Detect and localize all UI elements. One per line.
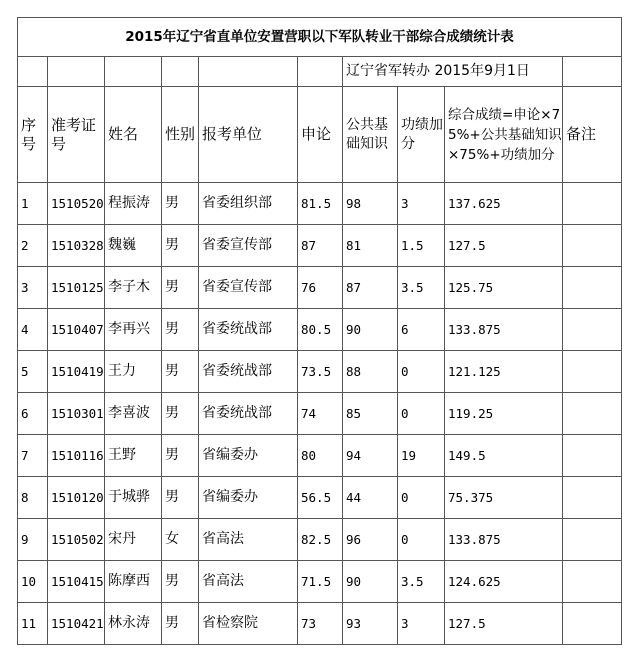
- row-merit-cell: 19: [398, 435, 445, 477]
- row-ticket-cell: 1510419: [48, 351, 105, 393]
- row-unit-cell: 省委宣传部: [199, 225, 298, 267]
- row-public-cell: 90: [343, 561, 398, 603]
- row-seq-cell: 9: [18, 519, 48, 561]
- table-body: [18, 18, 622, 645]
- row-essay-cell: 81.5: [298, 183, 343, 225]
- empty-cell: [199, 57, 298, 87]
- row-name-cell: 李喜波: [105, 393, 162, 435]
- table-row: [18, 267, 622, 309]
- row-seq-cell: 1: [18, 183, 48, 225]
- row-seq-cell: 2: [18, 225, 48, 267]
- row-public-cell: 81: [343, 225, 398, 267]
- empty-cell: [298, 57, 343, 87]
- row-merit-cell: 3: [398, 183, 445, 225]
- row-ticket-cell: 1510415: [48, 561, 105, 603]
- row-seq-cell: 10: [18, 561, 48, 603]
- table-row: [18, 603, 622, 645]
- header-unit: 报考单位: [199, 87, 298, 183]
- row-essay-cell: 82.5: [298, 519, 343, 561]
- row-ticket-cell: 1510328: [48, 225, 105, 267]
- row-merit-cell: 6: [398, 309, 445, 351]
- row-ticket-cell: 1510301: [48, 393, 105, 435]
- empty-cell: [563, 57, 622, 87]
- row-total-cell: 75.375: [445, 477, 563, 519]
- row-merit-cell: 0: [398, 393, 445, 435]
- empty-cell: [162, 57, 199, 87]
- row-ticket-cell: 1510116: [48, 435, 105, 477]
- row-total-cell: 133.875: [445, 519, 563, 561]
- header-row: [18, 87, 622, 183]
- row-seq-cell: 11: [18, 603, 48, 645]
- row-remark-cell: [563, 309, 622, 351]
- row-essay-cell: 71.5: [298, 561, 343, 603]
- row-name-cell: 陈摩西: [105, 561, 162, 603]
- row-public-cell: 85: [343, 393, 398, 435]
- row-ticket-cell: 1510125: [48, 267, 105, 309]
- row-remark-cell: [563, 183, 622, 225]
- row-gender-cell: 男: [162, 603, 199, 645]
- row-gender-cell: 男: [162, 351, 199, 393]
- row-unit-cell: 省委统战部: [199, 309, 298, 351]
- row-total-cell: 137.625: [445, 183, 563, 225]
- row-gender-cell: 男: [162, 561, 199, 603]
- table-title: 2015年辽宁省直单位安置营职以下军队转业干部综合成绩统计表: [18, 18, 622, 57]
- table-row: [18, 477, 622, 519]
- row-remark-cell: [563, 519, 622, 561]
- score-table: [17, 17, 622, 645]
- row-gender-cell: 男: [162, 267, 199, 309]
- row-remark-cell: [563, 477, 622, 519]
- row-name-cell: 魏巍: [105, 225, 162, 267]
- row-remark-cell: [563, 603, 622, 645]
- row-total-cell: 127.5: [445, 603, 563, 645]
- row-unit-cell: 省高法: [199, 519, 298, 561]
- row-total-cell: 133.875: [445, 309, 563, 351]
- row-public-cell: 88: [343, 351, 398, 393]
- row-name-cell: 李子木: [105, 267, 162, 309]
- row-remark-cell: [563, 267, 622, 309]
- row-name-cell: 林永涛: [105, 603, 162, 645]
- header-public: 公共基础知识: [343, 87, 398, 183]
- row-total-cell: 149.5: [445, 435, 563, 477]
- row-remark-cell: [563, 393, 622, 435]
- row-name-cell: 王力: [105, 351, 162, 393]
- header-seq: 序号: [18, 87, 48, 183]
- row-remark-cell: [563, 351, 622, 393]
- table-row: [18, 309, 622, 351]
- title-row: [18, 18, 622, 57]
- row-public-cell: 44: [343, 477, 398, 519]
- row-public-cell: 96: [343, 519, 398, 561]
- score-sheet: [17, 17, 622, 645]
- row-total-cell: 119.25: [445, 393, 563, 435]
- table-row: [18, 519, 622, 561]
- row-public-cell: 93: [343, 603, 398, 645]
- row-merit-cell: 3: [398, 603, 445, 645]
- row-unit-cell: 省编委办: [199, 435, 298, 477]
- row-seq-cell: 4: [18, 309, 48, 351]
- row-essay-cell: 74: [298, 393, 343, 435]
- row-merit-cell: 0: [398, 519, 445, 561]
- table-row: [18, 351, 622, 393]
- row-gender-cell: 男: [162, 393, 199, 435]
- row-total-cell: 121.125: [445, 351, 563, 393]
- header-total-formula: 综合成绩=申论×75%+公共基础知识×75%+功绩加分: [445, 87, 563, 183]
- header-gender: 性别: [162, 87, 199, 183]
- row-unit-cell: 省高法: [199, 561, 298, 603]
- row-public-cell: 87: [343, 267, 398, 309]
- empty-cell: [18, 57, 48, 87]
- row-total-cell: 127.5: [445, 225, 563, 267]
- row-gender-cell: 男: [162, 183, 199, 225]
- row-merit-cell: 3.5: [398, 267, 445, 309]
- row-name-cell: 于城骅: [105, 477, 162, 519]
- row-essay-cell: 73: [298, 603, 343, 645]
- table-row: [18, 393, 622, 435]
- header-essay: 申论: [298, 87, 343, 183]
- row-merit-cell: 3.5: [398, 561, 445, 603]
- row-seq-cell: 6: [18, 393, 48, 435]
- row-essay-cell: 73.5: [298, 351, 343, 393]
- row-name-cell: 李再兴: [105, 309, 162, 351]
- table-row: [18, 435, 622, 477]
- table-row: [18, 183, 622, 225]
- row-essay-cell: 56.5: [298, 477, 343, 519]
- row-remark-cell: [563, 561, 622, 603]
- empty-cell: [48, 57, 105, 87]
- header-name: 姓名: [105, 87, 162, 183]
- row-name-cell: 宋丹: [105, 519, 162, 561]
- row-essay-cell: 80.5: [298, 309, 343, 351]
- table-row: [18, 225, 622, 267]
- row-seq-cell: 8: [18, 477, 48, 519]
- header-merit: 功绩加分: [398, 87, 445, 183]
- row-gender-cell: 男: [162, 225, 199, 267]
- row-seq-cell: 5: [18, 351, 48, 393]
- table-row: [18, 561, 622, 603]
- header-ticket: 准考证号: [48, 87, 105, 183]
- row-name-cell: 程振涛: [105, 183, 162, 225]
- row-remark-cell: [563, 435, 622, 477]
- row-ticket-cell: 1510520: [48, 183, 105, 225]
- row-seq-cell: 3: [18, 267, 48, 309]
- row-total-cell: 124.625: [445, 561, 563, 603]
- row-unit-cell: 省委统战部: [199, 393, 298, 435]
- row-public-cell: 98: [343, 183, 398, 225]
- header-remark: 备注: [563, 87, 622, 183]
- office-date-label: 辽宁省军转办 2015年9月1日: [343, 57, 563, 87]
- row-gender-cell: 男: [162, 477, 199, 519]
- row-unit-cell: 省检察院: [199, 603, 298, 645]
- row-merit-cell: 0: [398, 351, 445, 393]
- row-total-cell: 125.75: [445, 267, 563, 309]
- row-ticket-cell: 1510502: [48, 519, 105, 561]
- row-unit-cell: 省委统战部: [199, 351, 298, 393]
- row-remark-cell: [563, 225, 622, 267]
- row-ticket-cell: 1510407: [48, 309, 105, 351]
- row-name-cell: 王野: [105, 435, 162, 477]
- row-public-cell: 90: [343, 309, 398, 351]
- row-gender-cell: 男: [162, 309, 199, 351]
- row-merit-cell: 0: [398, 477, 445, 519]
- row-gender-cell: 男: [162, 435, 199, 477]
- row-ticket-cell: 1510421: [48, 603, 105, 645]
- row-gender-cell: 女: [162, 519, 199, 561]
- row-merit-cell: 1.5: [398, 225, 445, 267]
- empty-cell: [105, 57, 162, 87]
- row-essay-cell: 76: [298, 267, 343, 309]
- row-essay-cell: 87: [298, 225, 343, 267]
- row-ticket-cell: 1510120: [48, 477, 105, 519]
- row-seq-cell: 7: [18, 435, 48, 477]
- row-unit-cell: 省委宣传部: [199, 267, 298, 309]
- row-public-cell: 94: [343, 435, 398, 477]
- row-unit-cell: 省委组织部: [199, 183, 298, 225]
- row-essay-cell: 80: [298, 435, 343, 477]
- row-unit-cell: 省编委办: [199, 477, 298, 519]
- subheader-row: [18, 57, 622, 87]
